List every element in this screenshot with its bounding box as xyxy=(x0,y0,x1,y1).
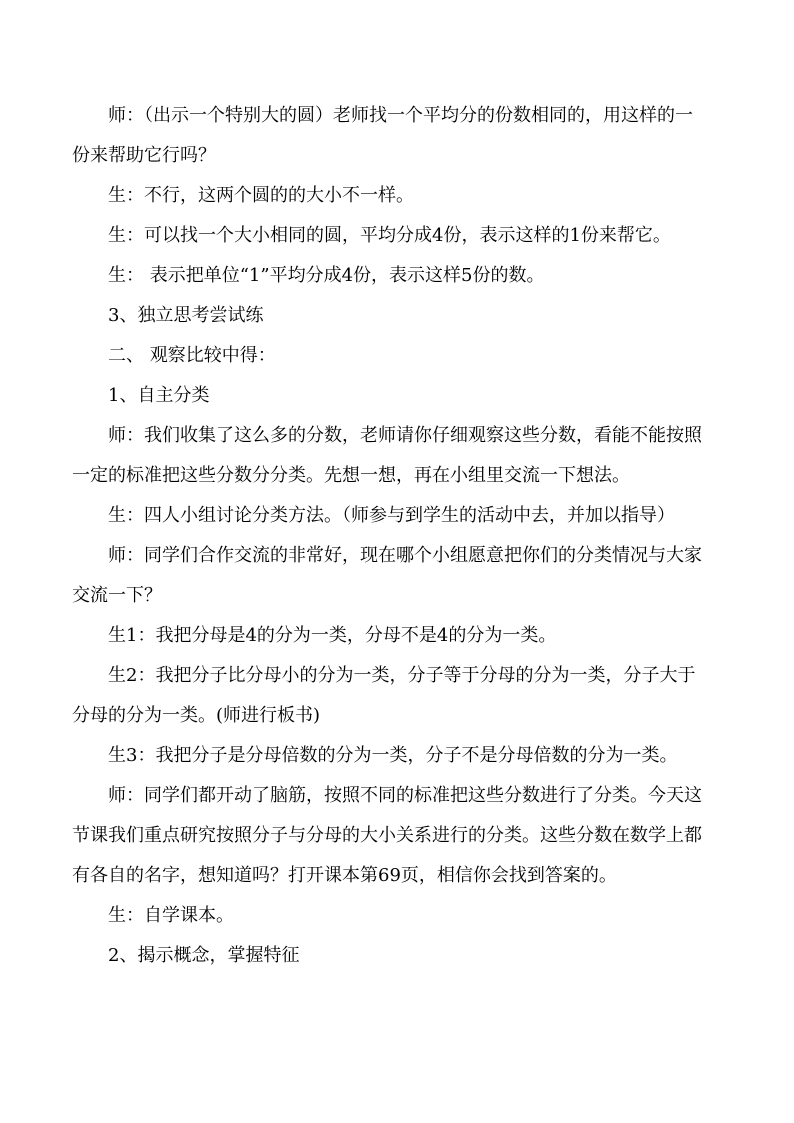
paragraph-student2-answer xyxy=(72,656,738,736)
section-heading-independent-practice xyxy=(72,296,738,336)
paragraph-line: 二、 观察比较中得： xyxy=(108,345,276,366)
paragraph-line: 份来帮助它行吗？ xyxy=(72,145,216,166)
paragraph-line: 交流一下？ xyxy=(72,585,162,606)
paragraph-line: 生2：我把分子比分母小的分为一类，分子等于分母的分为一类，分子大于 xyxy=(108,665,696,686)
paragraph-line: 有各自的名字，想知道吗？打开课本第69页，相信你会找到答案的。 xyxy=(72,865,617,886)
paragraph-line: 生3：我把分子是分母倍数的分为一类，分子不是分母倍数的分为一类。 xyxy=(108,745,678,766)
paragraph-line: 生1：我把分母是4的分为一类，分母不是4的分为一类。 xyxy=(108,625,557,646)
paragraph-student-same-size-circle xyxy=(72,216,738,256)
paragraph-student-self-study xyxy=(72,896,738,936)
section-heading-reveal-concepts xyxy=(72,936,738,976)
paragraph-line: 生：自学课本。 xyxy=(108,905,234,926)
paragraph-student-not-same-size xyxy=(72,176,738,216)
paragraph-student-unit-one xyxy=(72,256,738,296)
paragraph-line: 生： 表示把单位“1”平均分成4份，表示这样5份的数。 xyxy=(108,265,545,286)
section-heading-observe-compare xyxy=(72,336,738,376)
paragraph-line: 师：（出示一个特别大的圆）老师找一个平均分的份数相同的，用这样的一 xyxy=(108,105,693,126)
paragraph-line: 分母的分为一类。(师进行板书) xyxy=(72,705,321,726)
paragraph-line: 2、揭示概念，掌握特征 xyxy=(108,945,300,966)
paragraph-teacher-collected-fractions xyxy=(72,416,738,496)
paragraph-line: 一定的标准把这些分数分分类。先想一想，再在小组里交流一下想法。 xyxy=(72,465,630,486)
paragraph-teacher-textbook-page xyxy=(72,776,738,896)
paragraph-line: 师：同学们都开动了脑筋，按照不同的标准把这些分数进行了分类。今天这 xyxy=(108,785,702,806)
section-heading-self-classify xyxy=(72,376,738,416)
paragraph-line: 生：可以找一个大小相同的圆，平均分成4份，表示这样的1份来帮它。 xyxy=(108,225,671,246)
paragraph-line: 1、自主分类 xyxy=(108,385,210,406)
paragraph-student-group-discussion xyxy=(72,496,738,536)
paragraph-teacher-big-circle xyxy=(72,96,738,176)
paragraph-line: 师：同学们合作交流的非常好，现在哪个小组愿意把你们的分类情况与大家 xyxy=(108,545,702,566)
paragraph-teacher-share-classification xyxy=(72,536,738,616)
paragraph-line: 生：不行，这两个圆的的大小不一样。 xyxy=(108,185,414,206)
document-body xyxy=(72,96,738,976)
paragraph-student3-answer xyxy=(72,736,738,776)
paragraph-line: 节课我们重点研究按照分子与分母的大小关系进行的分类。这些分数在数学上都 xyxy=(72,825,702,846)
paragraph-line: 3、独立思考尝试练 xyxy=(108,305,264,326)
paragraph-line: 生：四人小组讨论分类方法。（师参与到学生的活动中去，并加以指导） xyxy=(108,505,675,526)
paragraph-student1-answer xyxy=(72,616,738,656)
paragraph-line: 师：我们收集了这么多的分数，老师请你仔细观察这些分数，看能不能按照 xyxy=(108,425,702,446)
